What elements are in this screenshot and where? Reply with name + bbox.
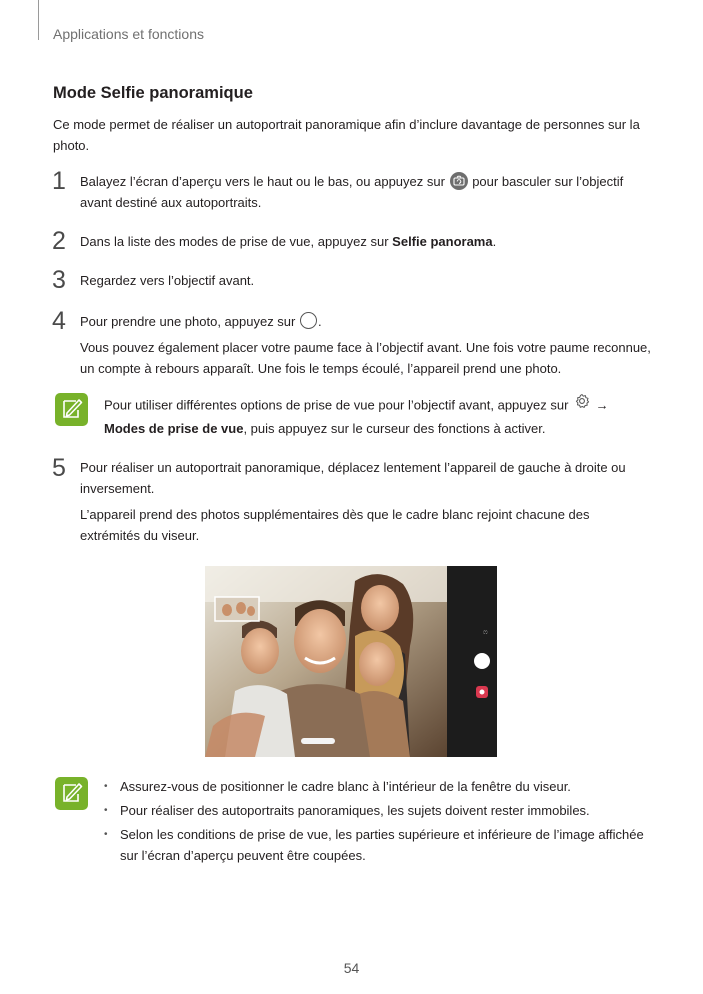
step-2-text	[80, 231, 652, 252]
note-1-after: , puis appuyez sur le curseur des fonctions à activer.	[243, 421, 546, 436]
step-2-bold: Selfie panorama	[392, 234, 493, 249]
step-number-4: 4	[52, 307, 66, 335]
note-pencil-icon	[55, 777, 88, 810]
page-number: 54	[343, 960, 360, 976]
step-4-before: Pour prendre une photo, appuyez sur	[80, 314, 296, 329]
step-5-extra: L’appareil prend des photos supplémentaires dès que le cadre blanc rejoint chacune des extrémités du viseur.	[80, 507, 590, 543]
camera-switch-icon	[450, 172, 468, 190]
step-number-3: 3	[52, 266, 66, 294]
list-item: • Pour réaliser des autoportraits panoramiques, les sujets doivent rester immobiles.	[104, 800, 652, 821]
step-5-text: Pour réaliser un autoportrait panoramique, déplacez lentement l’appareil de gauche à droite ou inversement.	[80, 460, 626, 496]
step-1-before: Balayez l’écran d’aperçu vers le haut ou le bas, ou appuyez sur	[80, 174, 445, 189]
step-number-2: 2	[52, 227, 66, 255]
note-1-bold: Modes de prise de vue	[104, 421, 244, 436]
step-2-after: .	[492, 234, 497, 249]
step-4-text	[80, 311, 652, 332]
note-1-before: Pour utiliser différentes options de prise de vue pour l’objectif avant, appuyez sur	[104, 397, 569, 413]
step-1-text	[80, 171, 652, 213]
step-2-before: Dans la liste des modes de prise de vue, appuyez sur	[80, 234, 393, 249]
header-rule	[38, 0, 39, 40]
note-2-list	[104, 776, 652, 869]
svg-text:ෆ: ෆ	[483, 628, 488, 636]
step-number-5: 5	[52, 454, 66, 482]
step-4-extra: Vous pouvez également placer votre paume face à l’objectif avant. Une fois votre paume reconnue, un compte à rebours apparaît. Une fois le temps écoulé, l’appareil prend une photo.	[80, 340, 651, 376]
step-number-1: 1	[52, 167, 66, 195]
shutter-circle-icon	[300, 312, 317, 329]
note-1-text	[104, 394, 652, 439]
page-header: Applications et fonctions	[53, 26, 204, 42]
step-1-after: pour basculer sur l’objectif avant destiné aux autoportraits.	[80, 174, 624, 210]
list-item: • Selon les conditions de prise de vue, les parties supérieure et inférieure de l’image affichée sur l’écran d’aperçu peuvent être coupées.	[104, 824, 652, 866]
list-item: • Assurez-vous de positionner le cadre blanc à l’intérieur de la fenêtre du viseur.	[104, 776, 652, 797]
intro-paragraph: Ce mode permet de réaliser un autoportrait panoramique afin d’inclure davantage de personnes sur la photo.	[53, 117, 640, 153]
step-3-text: Regardez vers l’objectif avant.	[80, 273, 255, 288]
panorama-selfie-illustration	[205, 566, 497, 757]
note-1-arrow: →	[595, 397, 609, 413]
note-pencil-icon	[55, 393, 88, 426]
gear-icon	[573, 392, 591, 416]
section-title: Mode Selfie panoramique	[53, 84, 253, 102]
step-4-after: .	[318, 314, 322, 329]
